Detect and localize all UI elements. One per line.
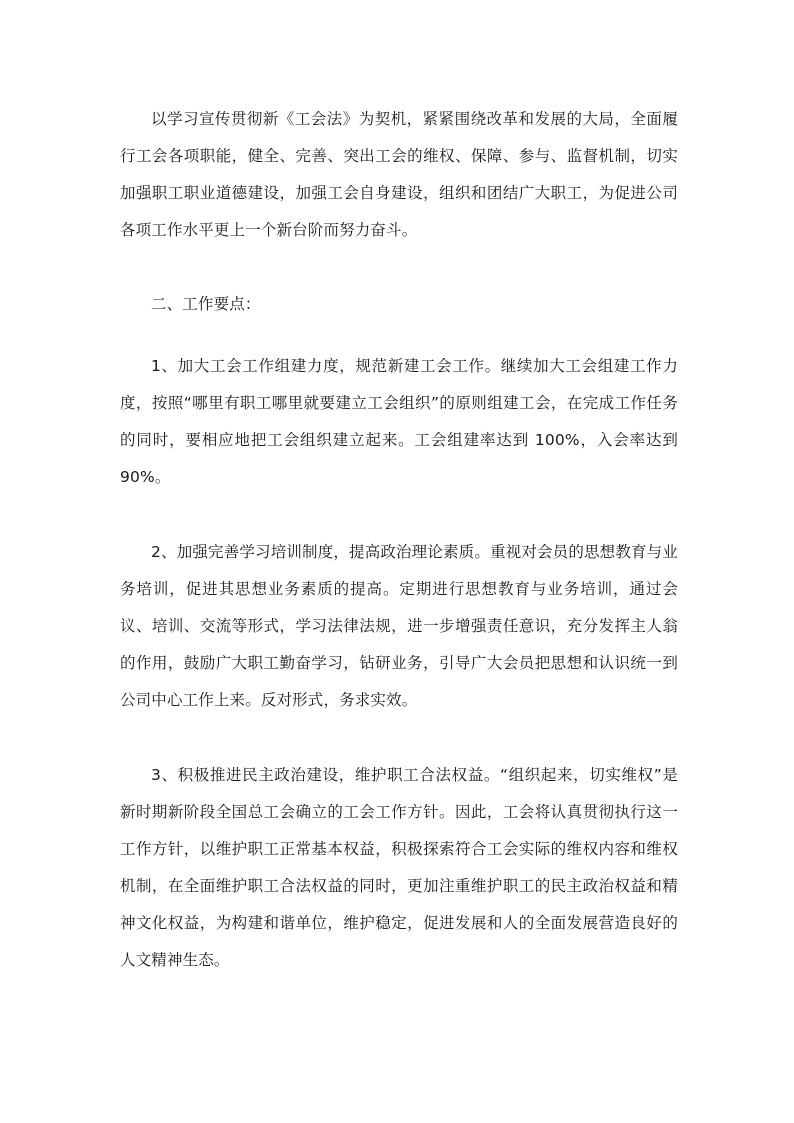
paragraph-point-1: 1、加大工会工作组建力度，规范新建工会工作。继续加大工会组建工作力度，按照“哪里有职工哪里就要建立工会组织”的原则组建工会，在完成工作任务的同时，要相应地把工会组织建立起来。工会组建率达到 100%，入会率达到90%。 xyxy=(120,357,678,486)
section-heading-work-points: 二、工作要点： xyxy=(151,295,261,313)
paragraph-intro: 以学习宣传贯彻新《工会法》为契机，紧紧围绕改革和发展的大局，全面履行工会各项职能，健全、完善、突出工会的维权、保障、参与、监督机制，切实加强职工职业道德建设，加强工会自身建设，组织和团结广大职工，为促进公司各项工作水平更上一个新台阶而努力奋斗。 xyxy=(120,110,678,239)
paragraph-point-3: 3、积极推进民主政治建设，维护职工合法权益。“组织起来，切实维权”是新时期新阶段全国总工会确立的工会工作方针。因此，工会将认真贯彻执行这一工作方针，以维护职工正常基本权益，积极探索符合工会实际的维权内容和维权机制，在全面维护职工合法权益的同时，更加注重维护职工的民主政治权益和精神文化权益，为构建和谐单位，维护稳定，促进发展和人的全面发展营造良好的人文精神生态。 xyxy=(120,766,678,969)
paragraph-point-2: 2、加强完善学习培训制度，提高政治理论素质。重视对会员的思想教育与业务培训，促进其思想业务素质的提高。定期进行思想教育与业务培训，通过会议、培训、交流等形式，学习法律法规，进一步增强责任意识，充分发挥主人翁的作用，鼓励广大职工勤奋学习，钻研业务，引导广大会员把思想和认识统一到公司中心工作上来。反对形式，务求实效。 xyxy=(120,543,678,709)
